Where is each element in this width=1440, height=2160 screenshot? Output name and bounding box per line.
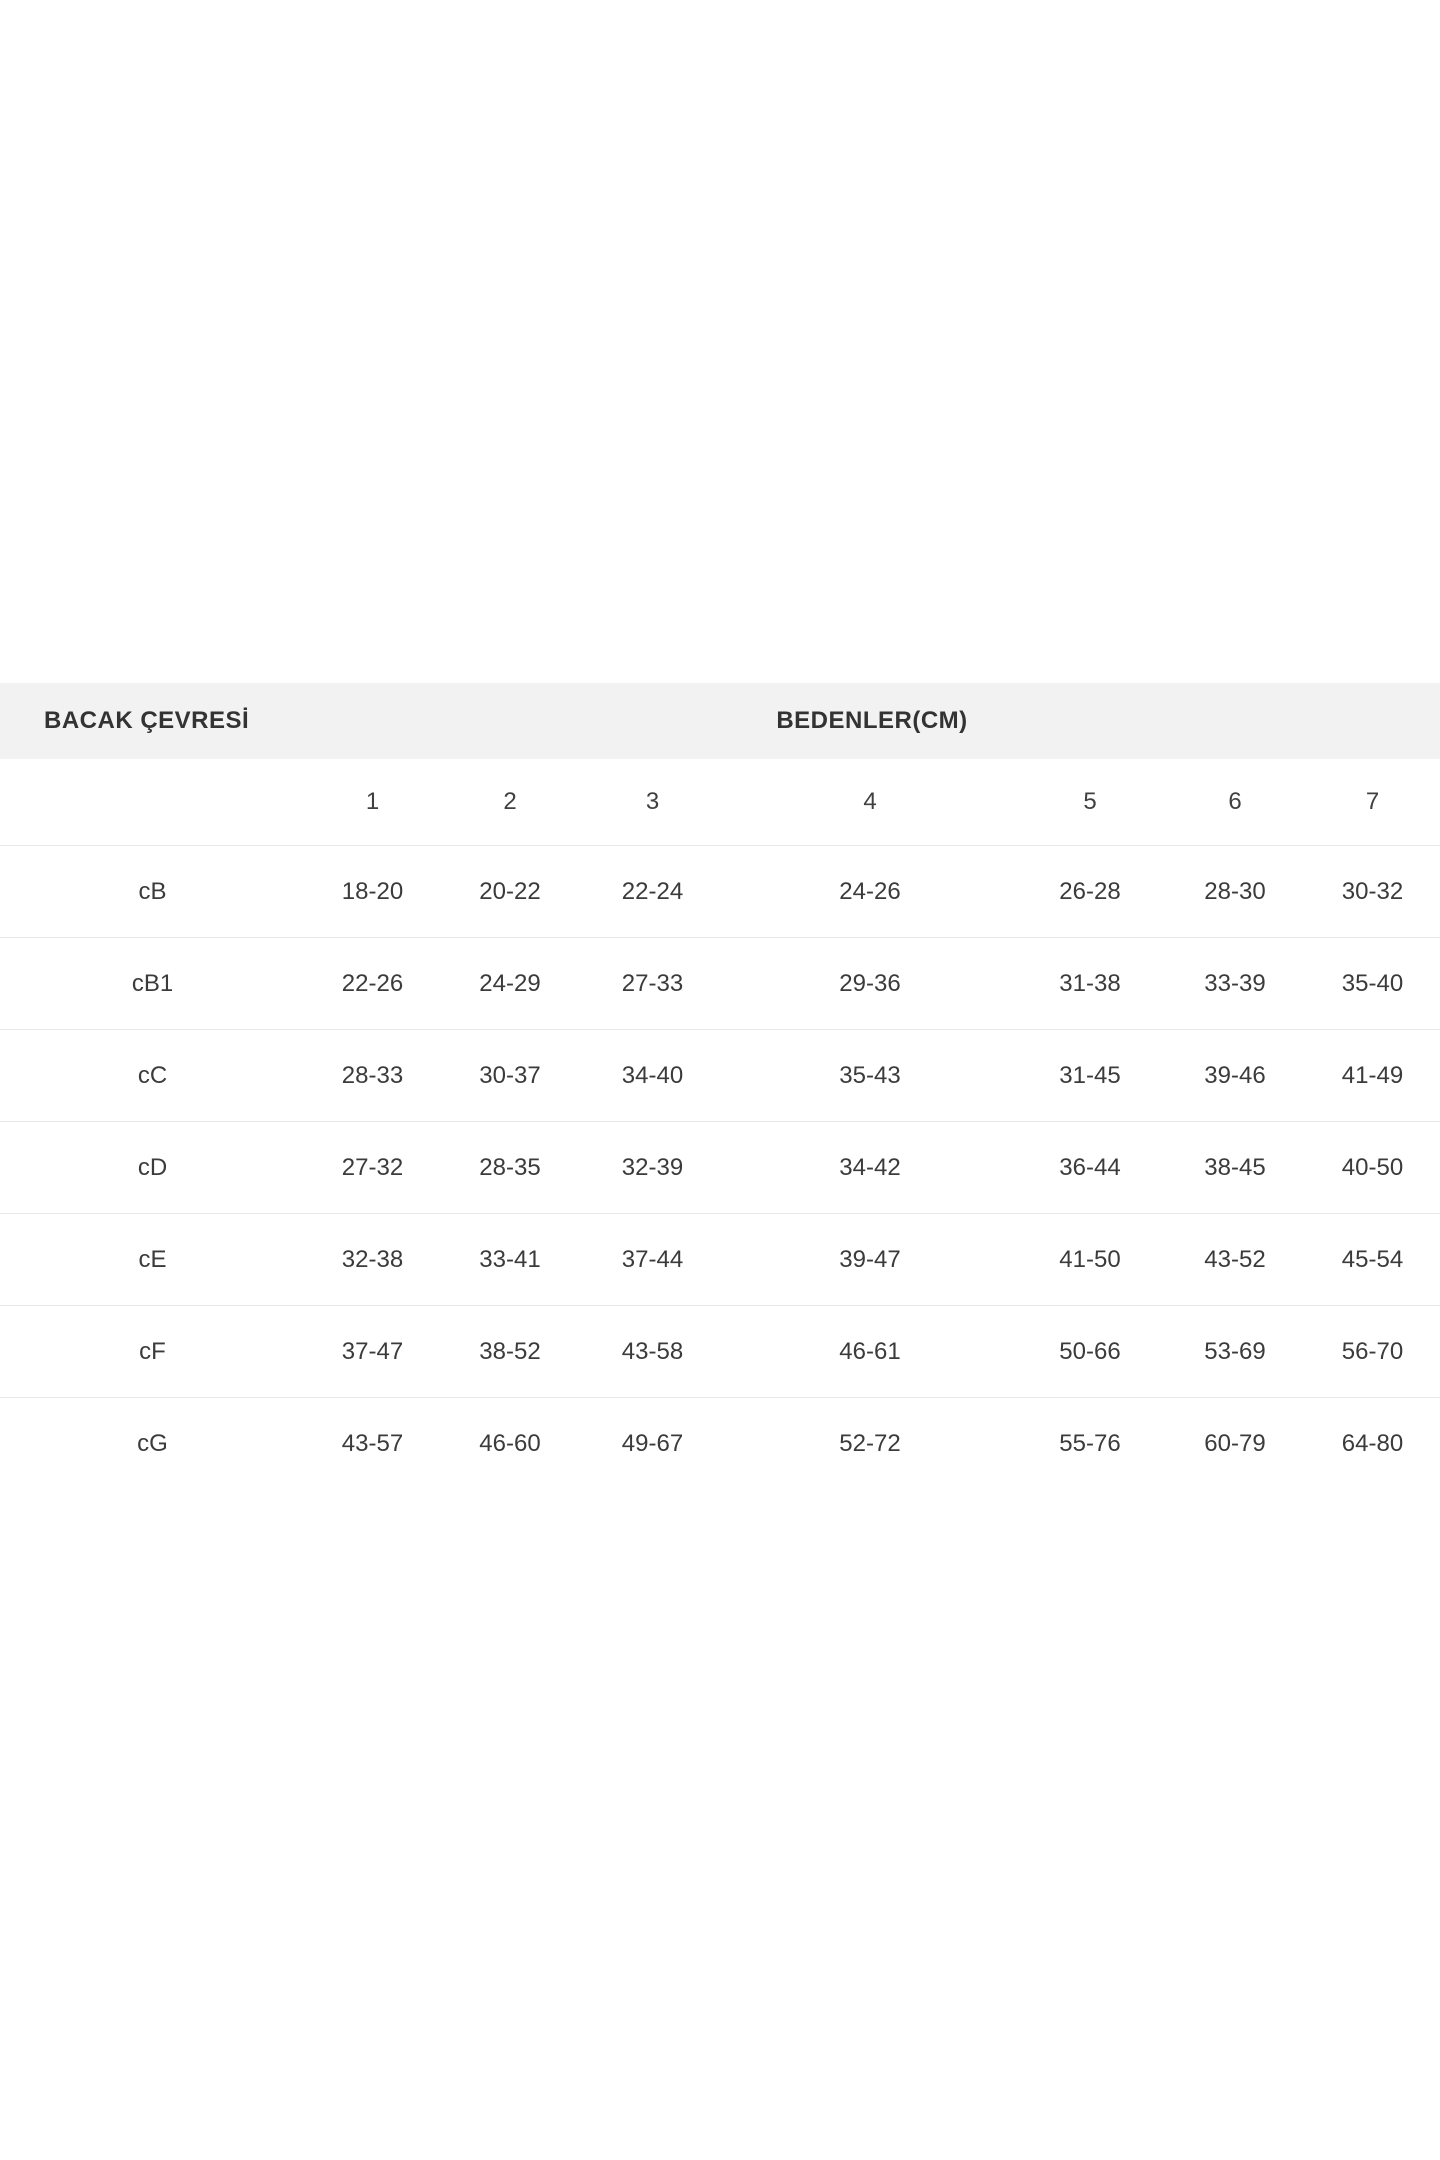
size-column-header-3: 3 [645, 788, 660, 815]
row-label: cC [137, 1061, 168, 1089]
table-cell: 43-58 [621, 1337, 684, 1365]
table-row-cG [0, 1397, 1440, 1489]
row-label: cF [139, 1337, 166, 1365]
row-label: cB1 [131, 969, 174, 997]
table-cell: 46-61 [839, 1337, 901, 1365]
table-cell: 20-22 [479, 877, 541, 905]
top-whitespace [0, 0, 1440, 683]
size-chart-table [0, 683, 1440, 1489]
table-cell: 46-60 [479, 1429, 541, 1457]
table-row-cC [0, 1029, 1440, 1121]
table-cell: 37-44 [621, 1245, 684, 1273]
row-label: cB [138, 877, 167, 905]
table-cell: 34-40 [621, 1061, 684, 1089]
table-cell: 34-42 [839, 1153, 901, 1181]
size-column-header-7: 7 [1365, 788, 1380, 815]
table-cell: 55-76 [1059, 1429, 1121, 1457]
size-columns-header-row [0, 759, 1440, 845]
table-cell: 18-20 [341, 877, 404, 905]
table-cell: 38-45 [1204, 1153, 1266, 1181]
table-cell: 27-33 [621, 969, 684, 997]
row-label: cD [137, 1153, 168, 1181]
table-cell: 24-26 [839, 877, 901, 905]
table-row-cD [0, 1121, 1440, 1213]
table-cell: 28-35 [479, 1153, 541, 1181]
table-row-cB1 [0, 937, 1440, 1029]
leg-circumference-header: BACAK ÇEVRESİ [44, 707, 250, 734]
row-label: cE [138, 1245, 167, 1273]
row-label: cG [137, 1429, 168, 1457]
table-cell: 43-52 [1204, 1245, 1266, 1273]
table-cell: 31-38 [1059, 969, 1121, 997]
table-cell: 45-54 [1341, 1245, 1404, 1273]
table-cell: 29-36 [839, 969, 901, 997]
table-cell: 28-30 [1204, 877, 1266, 905]
table-cell: 35-40 [1341, 969, 1404, 997]
table-cell: 26-28 [1059, 877, 1121, 905]
table-header-band [0, 683, 1440, 759]
table-cell: 39-46 [1204, 1061, 1266, 1089]
table-cell: 22-26 [341, 969, 404, 997]
table-cell: 64-80 [1341, 1429, 1404, 1457]
table-cell: 60-79 [1204, 1429, 1266, 1457]
table-cell: 49-67 [621, 1429, 684, 1457]
table-cell: 32-38 [341, 1245, 404, 1273]
table-cell: 30-32 [1341, 877, 1404, 905]
size-column-header-5: 5 [1083, 788, 1097, 815]
table-cell: 41-49 [1341, 1061, 1404, 1089]
table-cell: 24-29 [479, 969, 541, 997]
table-cell: 27-32 [341, 1153, 404, 1181]
table-row-cB [0, 845, 1440, 937]
table-cell: 52-72 [839, 1429, 901, 1457]
size-column-header-2: 2 [503, 788, 517, 815]
table-cell: 39-47 [839, 1245, 901, 1273]
table-cell: 36-44 [1059, 1153, 1121, 1181]
size-column-header-1: 1 [365, 788, 380, 815]
table-cell: 37-47 [341, 1337, 404, 1365]
table-cell: 28-33 [341, 1061, 404, 1089]
table-cell: 35-43 [839, 1061, 901, 1089]
table-row-cE [0, 1213, 1440, 1305]
table-cell: 32-39 [621, 1153, 684, 1181]
table-cell: 43-57 [341, 1429, 404, 1457]
table-row-cF [0, 1305, 1440, 1397]
table-cell: 31-45 [1059, 1061, 1121, 1089]
size-column-header-4: 4 [863, 788, 877, 815]
table-cell: 40-50 [1341, 1153, 1404, 1181]
table-cell: 53-69 [1204, 1337, 1266, 1365]
table-cell: 30-37 [479, 1061, 541, 1089]
table-cell: 38-52 [479, 1337, 541, 1365]
size-column-header-6: 6 [1228, 788, 1242, 815]
table-cell: 22-24 [621, 877, 684, 905]
sizes-cm-header: BEDENLER(CM) [776, 707, 968, 734]
table-cell: 50-66 [1059, 1337, 1121, 1365]
table-cell: 41-50 [1059, 1245, 1121, 1273]
table-cell: 56-70 [1341, 1337, 1404, 1365]
table-cell: 33-39 [1204, 969, 1266, 997]
table-cell: 33-41 [479, 1245, 541, 1273]
